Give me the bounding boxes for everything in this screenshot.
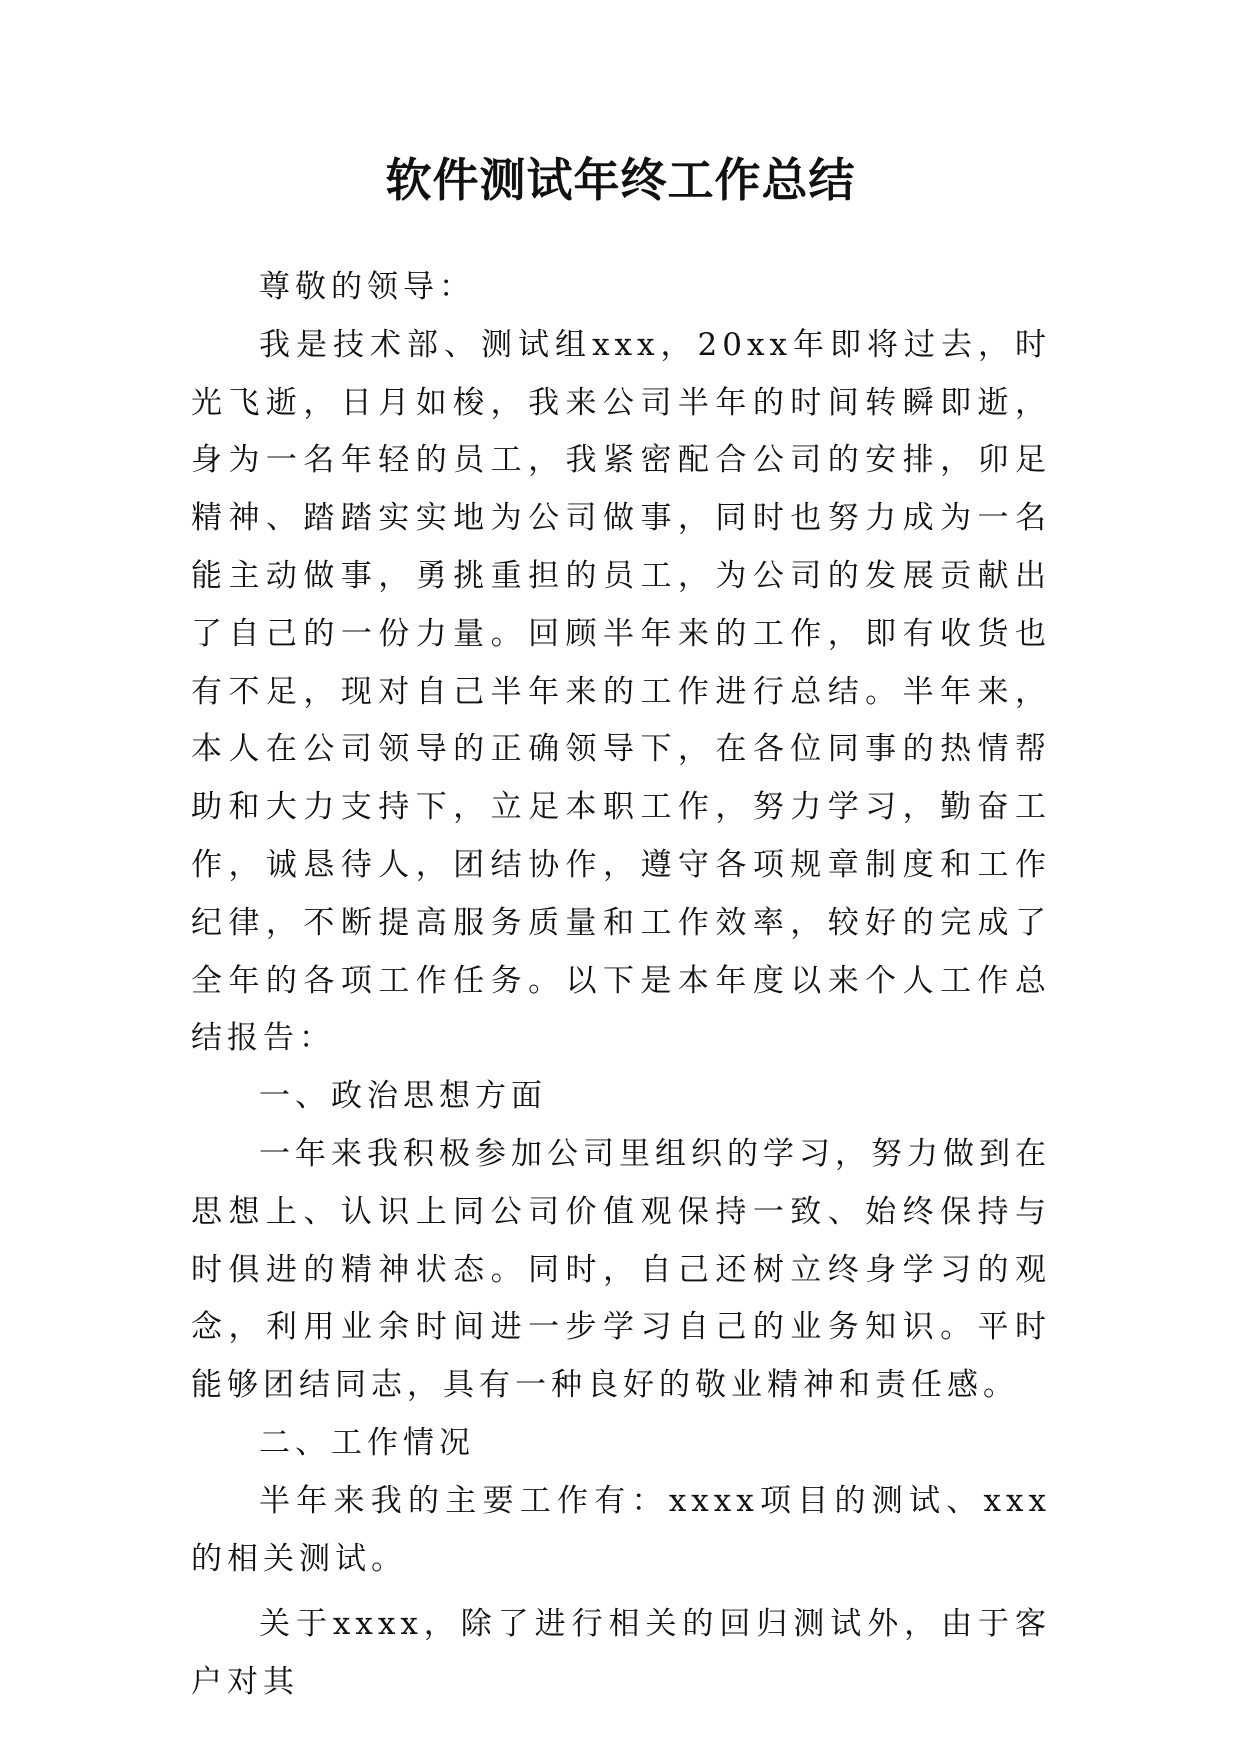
section-heading-political: 一、政治思想方面 — [259, 1078, 547, 1115]
salutation-paragraph: 尊敬的领导： — [259, 269, 475, 305]
xxxx-paragraph: 关于xxxx，除了进行相关的回归测试外，由于客户对其 — [191, 1606, 1051, 1701]
political-paragraph: 一年来我积极参加公司里组织的学习，努力做到在思想上、认识上同公司价值观保持一致、始终保持与时俱进的精神状态。同时，自己还树立终身学习的观念，利用业余时间进一步学习自己的业务知识。平时能够团结同志，具有一种良好的敬业精神和责任感。 — [191, 1135, 1051, 1404]
intro-paragraph: 我是技术部、测试组xxx，20xx年即将过去，时光飞逝，日月如梭，我来公司半年的时间转瞬即逝，身为一名年轻的员工，我紧密配合公司的安排，卯足精神、踏踏实实地为公司做事，同时也努力成为一名能主动做事，勇挑重担的员工，为公司的发展贡献出了自己的一份力量。回顾半年来的工作，即有收货也有不足，现对自己半年来的工作进行总结。半年来，本人在公司领导的正确领导下，在各位同事的热情帮助和大力支持下，立足本职工作，努力学习，勤奋工作，诚恳待人，团结协作，遵守各项规章制度和工作纪律，不断提高服务质量和工作效率，较好的完成了全年的各项工作任务。以下是本年度以来个人工作总结报告： — [191, 326, 1051, 1057]
work-paragraph: 半年来我的主要工作有：xxxx项目的测试、xxx的相关测试。 — [191, 1482, 1051, 1577]
document-body — [191, 259, 1051, 1712]
document-title: 软件测试年终工作总结 — [385, 153, 856, 207]
section-heading-work: 二、工作情况 — [259, 1424, 475, 1461]
